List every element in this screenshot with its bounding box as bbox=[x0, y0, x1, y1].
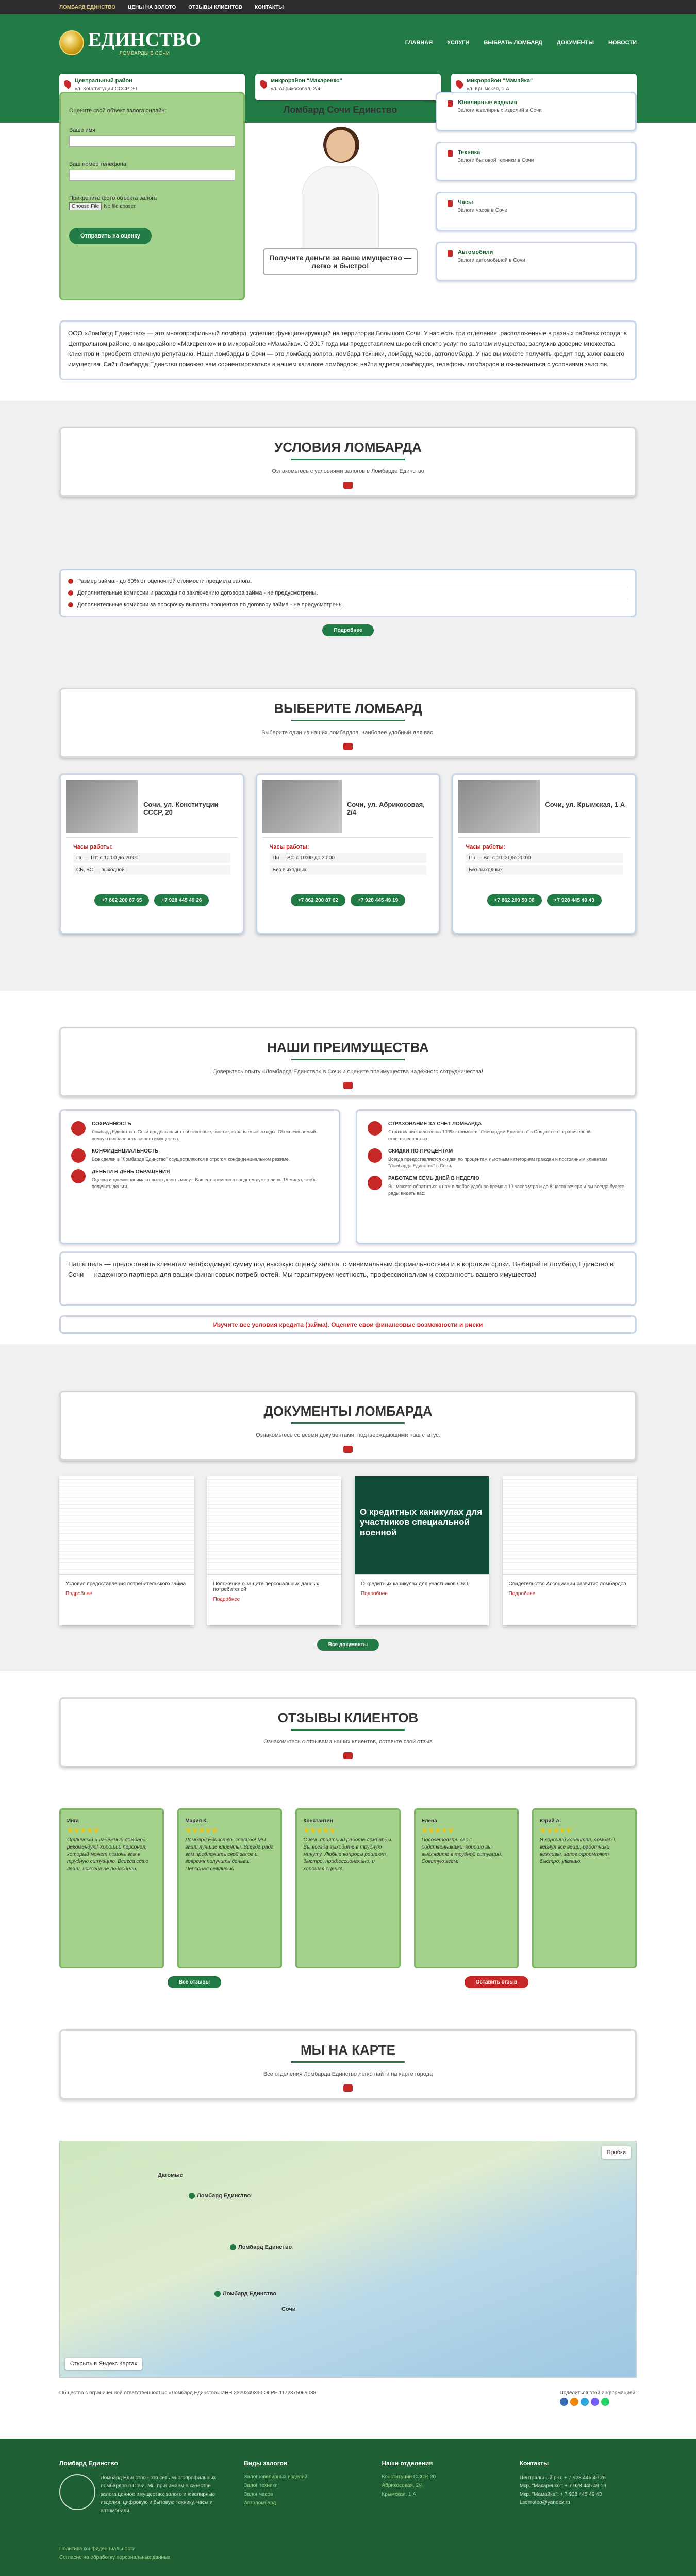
phone-button[interactable]: +7 928 445 49 19 bbox=[351, 894, 405, 906]
topbar-link-reviews[interactable]: ОТЗЫВЫ КЛИЕНТОВ bbox=[188, 4, 243, 10]
map-marker[interactable]: Ломбард Единство bbox=[189, 2193, 251, 2199]
category-text: Залоги ювелирных изделий в Сочи bbox=[458, 108, 542, 113]
section-subtitle: Ознакомьтесь со всеми документами, подтверждающими наш статус. bbox=[256, 1432, 440, 1438]
footer-about: Ломбард Единство - это сеть многопрофильных ломбардов в Сочи. Мы принимаем в качестве залога ценное имущество: золото и ювелирные изделия, цифровую и бытовую технику, часы и автомобили. bbox=[101, 2475, 216, 2514]
document-card[interactable]: Свидетельство Ассоциации развития ломбардов Подробнее bbox=[503, 1476, 637, 1625]
hero-center bbox=[255, 92, 425, 308]
choose-file-button[interactable]: Choose File bbox=[69, 202, 102, 210]
consent-link[interactable]: Согласие на обработку персональных данных bbox=[59, 2555, 171, 2561]
category-watches[interactable] bbox=[436, 192, 637, 231]
coin-icon bbox=[59, 30, 84, 55]
advantages-grid bbox=[59, 1109, 637, 1244]
rating-stars: ★★★★★ bbox=[539, 1826, 572, 1834]
document-preview bbox=[503, 1476, 637, 1575]
footer-link[interactable]: Конституции СССР, 20 bbox=[382, 2474, 436, 2480]
yandex-map[interactable] bbox=[59, 2141, 637, 2378]
document-link[interactable]: Подробнее bbox=[361, 1591, 388, 1597]
viber-icon[interactable] bbox=[591, 2398, 599, 2406]
document-preview bbox=[59, 1476, 194, 1575]
branch-list bbox=[59, 773, 637, 934]
bank-icon bbox=[343, 743, 353, 750]
branch-photo bbox=[66, 780, 138, 833]
advantages-header bbox=[59, 1027, 637, 1097]
form-title: Оцените свой объект залога онлайн: bbox=[69, 108, 167, 114]
phone-input[interactable] bbox=[69, 170, 235, 181]
list-item: Дополнительные комиссии и расходы по заключению договора займа - не предусмотрены. bbox=[68, 587, 628, 599]
nav-services[interactable]: УСЛУГИ bbox=[447, 40, 470, 46]
advantage-item: ДЕНЬГИ В ДЕНЬ ОБРАЩЕНИЯ Оценка и сделки занимают всего десять минут. Вашего времени в среднем нужно лишь 15 минут, чтобы получить деньги. bbox=[71, 1169, 328, 1190]
operator-illustration bbox=[296, 130, 384, 259]
company-seal bbox=[59, 2474, 95, 2510]
conditions-list bbox=[59, 569, 637, 617]
section-subtitle: Ознакомьтесь с отзывами наших клиентов, оставьте свой отзыв bbox=[263, 1739, 433, 1745]
branch-detail: Сочи, ул. Абрикосовая, 2/4 Часы работы: Пн — Вс: с 10:00 до 20:00 Без выходных +7 862 200 87 62 +7 928 445 49 19 bbox=[256, 773, 441, 934]
footer-contact[interactable]: Центральный р-н: + 7 928 445 49 26 bbox=[519, 2475, 606, 2481]
document-preview: О кредитных каникулах для участников специальной военной bbox=[355, 1476, 489, 1575]
hero-title: Ломбард Сочи Единство bbox=[255, 101, 425, 118]
logo-title: ЕДИНСТВО bbox=[88, 28, 201, 50]
section-title: ДОКУМЕНТЫ ЛОМБАРДА bbox=[263, 1403, 433, 1419]
section-subtitle: Ознакомьтесь с условиями залогов в Ломбарде Единство bbox=[272, 468, 424, 474]
laptop-icon bbox=[448, 150, 453, 157]
hours-title: Часы работы: bbox=[73, 844, 113, 850]
nav-news[interactable]: НОВОСТИ bbox=[608, 40, 637, 46]
check-icon bbox=[68, 602, 73, 607]
intro-text: ООО «Ломбард Единство» — это многопрофильный ломбард, успешно функционирующий на территории Большого Сочи. У нас есть три отделения, расположенные в разных районах города: в Центральном районе, в микрорайоне «Макаренко» и в микрорайоне «Мамайка». С 2017 года мы предоставляем широкий спектр услуг по залогам имущества, заслужив доверие множества клиентов и приобретя отличную репутацию. Наши ломбарды в Сочи — это ломбард золота, ломбард техники, ломбард часов, автоломбард. У нас вы можете получить кредит под залог вашего имущества. Сайт Ломбарда Единство поможет вам сориентироваться в нашем каталоге ломбардов: найти адреса ломбардов, телефоны ломбардов и ознакомиться с условиями залогов. bbox=[59, 320, 637, 380]
all-documents-button[interactable]: Все документы bbox=[317, 1639, 379, 1651]
umbrella-icon bbox=[368, 1121, 382, 1136]
footer-link[interactable]: Залог ювелирных изделий bbox=[244, 2474, 308, 2480]
conditions-more-button[interactable]: Подробнее bbox=[322, 624, 373, 636]
branch-address: ул. Конституции СССР, 20 bbox=[75, 86, 137, 92]
footer-link[interactable]: Автоломбард bbox=[244, 2500, 276, 2506]
footer-link[interactable]: Абрикосовая, 2/4 bbox=[382, 2483, 423, 2488]
footer-link[interactable]: Залог техники bbox=[244, 2483, 278, 2488]
map-pin-icon bbox=[343, 2084, 353, 2092]
phone-button[interactable]: +7 928 445 49 26 bbox=[154, 894, 209, 906]
branch-photo bbox=[262, 780, 342, 833]
advantages-left bbox=[59, 1109, 340, 1244]
nav-choose[interactable]: ВЫБРАТЬ ЛОМБАРД bbox=[484, 40, 542, 46]
telegram-icon[interactable] bbox=[581, 2398, 589, 2406]
footer-link[interactable]: Залог часов bbox=[244, 2492, 273, 2497]
nav-documents[interactable]: ДОКУМЕНТЫ bbox=[556, 40, 594, 46]
money-icon bbox=[71, 1169, 86, 1183]
vk-icon[interactable] bbox=[560, 2398, 568, 2406]
category-tech[interactable] bbox=[436, 142, 637, 181]
map-header bbox=[59, 2029, 637, 2099]
branch-address: Сочи, ул. Крымская, 1 А bbox=[545, 801, 625, 808]
category-text: Залоги бытовой техники в Сочи bbox=[458, 158, 534, 163]
logo[interactable] bbox=[59, 30, 201, 56]
submit-button[interactable]: Отправить на оценку bbox=[69, 228, 152, 244]
document-preview bbox=[207, 1476, 342, 1575]
legal-text: Общество с ограниченной ответственностью «Ломбард Единство» ИНН 2320249390 ОГРН 1172375069038 bbox=[59, 2390, 317, 2396]
all-reviews-button[interactable]: Все отзывы bbox=[168, 1976, 221, 1988]
category-cars[interactable] bbox=[436, 242, 637, 281]
check-icon bbox=[68, 590, 73, 596]
topbar-link-gold[interactable]: ЦЕНЫ НА ЗОЛОТО bbox=[128, 4, 176, 10]
ring-icon bbox=[448, 100, 453, 107]
rating-stars: ★★★★★ bbox=[67, 1826, 100, 1834]
branch-address: ул. Абрикосовая, 2/4 bbox=[271, 86, 321, 92]
legal-row bbox=[59, 2378, 637, 2418]
photo-label: Прикрепите фото объекта залога bbox=[69, 195, 157, 201]
advantages-section bbox=[0, 991, 696, 1344]
branch-photo bbox=[458, 780, 540, 833]
share-buttons bbox=[560, 2398, 637, 2406]
risk-warning: Изучите все условия кредита (займа). Оцените свои финансовые возможности и риски bbox=[59, 1315, 637, 1334]
check-icon bbox=[68, 579, 73, 584]
header bbox=[0, 14, 696, 71]
category-text: Залоги автомобилей в Сочи bbox=[458, 258, 525, 263]
advantage-item: КОНФИДЕНЦИАЛЬНОСТЬ Все сделки в "Ломбарде Единство" осуществляются в строгом конфиденциальном режиме. bbox=[71, 1148, 328, 1163]
main-nav bbox=[405, 40, 637, 46]
section-title: ОТЗЫВЫ КЛИЕНТОВ bbox=[277, 1710, 419, 1725]
review-card: Инга ★★★★★ Отличный и надёжный ломбард, рекомендую! Хороший персонал, который может помочь вам в трудную ситуацию. Всегда сдаю вещи, никогда не подводили. bbox=[59, 1808, 164, 1968]
watch-icon bbox=[448, 200, 453, 207]
reviews-section bbox=[0, 1671, 696, 1998]
map-city-label: Дагомыс bbox=[158, 2172, 183, 2178]
advantages-right bbox=[356, 1109, 637, 1244]
document-card[interactable]: Положение о защите персональных данных потребителей Подробнее bbox=[207, 1476, 342, 1625]
footer bbox=[0, 2439, 696, 2576]
phone-button[interactable]: +7 928 445 49 43 bbox=[547, 894, 602, 906]
section-subtitle: Все отделения Ломбарда Единство легко найти на карте города bbox=[263, 2071, 433, 2077]
evaluation-form bbox=[59, 92, 245, 300]
chat-icon bbox=[343, 1752, 353, 1759]
footer-title: Ломбард Единство bbox=[59, 2460, 118, 2467]
advantage-item: СКИДКИ ПО ПРОЦЕНТАМ Всегда предоставляется скидки по процентам льготным категориям граждан и постоянным клиентам "Ломбарда Единство" в Сочи. bbox=[368, 1148, 625, 1170]
advantages-paragraph: Наша цель — предоставить клиентам необходимую сумму под высокую оценку залога, с минимальным формальностями и в короткие сроки. Выбирайте Ломбард Единство в Сочи — надежного партнера для ваших финансовых потребностей. Мы гарантируем честность, профессионализм и сохранность вашего имущества! bbox=[59, 1251, 637, 1306]
rating-stars: ★★★★★ bbox=[185, 1826, 218, 1834]
privacy-link[interactable]: Политика конфиденциальности bbox=[59, 2546, 136, 2552]
advantage-item: РАБОТАЕМ СЕМЬ ДНЕЙ В НЕДЕЛЮ Вы можете обратиться к нам в любое удобное время с 10 часов утра и до 8 часов вечера и вы всегда будете рады видеть вас. bbox=[368, 1176, 625, 1197]
top-bar bbox=[0, 0, 696, 14]
reviews-header bbox=[59, 1697, 637, 1767]
branch-name: микрорайон "Мамайка" bbox=[467, 78, 533, 84]
footer-contact[interactable]: Мкр. "Мамайка": + 7 928 445 49 43 bbox=[519, 2492, 602, 2497]
document-link[interactable]: Подробнее bbox=[65, 1591, 92, 1597]
map-section bbox=[0, 1998, 696, 2439]
section-title: МЫ НА КАРТЕ bbox=[301, 2042, 395, 2058]
documents-section bbox=[0, 1344, 696, 1671]
phone-label: Ваш номер телефона bbox=[69, 161, 126, 167]
topbar-link-contacts[interactable]: КОНТАКТЫ bbox=[255, 4, 284, 10]
document-card[interactable]: Условия предоставления потребительского займа Подробнее bbox=[59, 1476, 194, 1625]
map-pin-icon bbox=[454, 79, 465, 89]
hero-caption: Получите деньги за ваше имущество — легко и быстро! bbox=[263, 248, 418, 275]
documents-list bbox=[59, 1476, 637, 1625]
name-input[interactable] bbox=[69, 135, 235, 147]
footer-contact[interactable]: Мкр. "Макаренко": + 7 928 445 49 19 bbox=[519, 2483, 606, 2489]
footer-link[interactable]: Крымская, 1 А bbox=[382, 2492, 417, 2497]
review-card: Юрий А. ★★★★★ Я хороший клиентов, ломбард, вернул все вещи, работники вежливы, залог оформляют быстро, уважаю. bbox=[532, 1808, 637, 1968]
review-card: Мария К. ★★★★★ Ломбард Единство, спасибо! Мы ваши лучшие клиенты. Всегда рада вам предложить свой залог и вовремя получить деньги. Персонал вежливый. bbox=[177, 1808, 282, 1968]
list-item: Дополнительные комиссии за просрочку выплаты процентов по договору займа - не предусмотрены. bbox=[68, 599, 628, 611]
category-title: Автомобили bbox=[458, 249, 493, 256]
hero bbox=[0, 92, 696, 308]
traffic-button[interactable]: Пробки bbox=[602, 2146, 631, 2159]
category-title: Техника bbox=[458, 149, 480, 156]
leave-review-button[interactable]: Оставить отзыв bbox=[465, 1976, 528, 1988]
car-icon bbox=[448, 250, 453, 257]
percent-icon bbox=[368, 1148, 382, 1163]
map-pin-icon bbox=[62, 79, 73, 89]
map-marker[interactable]: Ломбард Единство bbox=[214, 2291, 276, 2297]
open-in-yandex-link[interactable]: Открыть в Яндекс Картах bbox=[65, 2358, 142, 2370]
category-title: Ювелирные изделия bbox=[458, 99, 518, 106]
logo-subtitle: ЛОМБАРДЫ В СОЧИ bbox=[119, 50, 170, 56]
calendar-icon bbox=[368, 1176, 382, 1190]
section-title: ВЫБЕРИТЕ ЛОМБАРД bbox=[274, 701, 422, 716]
ok-icon[interactable] bbox=[570, 2398, 578, 2406]
footer-title: Контакты bbox=[519, 2460, 549, 2467]
branch-address: Сочи, ул. Абрикосовая, 2/4 bbox=[346, 801, 425, 816]
list-item: Размер займа - до 80% от оценочной стоимости предмета залога. bbox=[68, 575, 628, 587]
hours-title: Часы работы: bbox=[269, 844, 309, 850]
handshake-icon bbox=[343, 482, 353, 489]
map-pin-icon bbox=[258, 79, 269, 89]
category-text: Залоги часов в Сочи bbox=[458, 208, 508, 213]
category-title: Часы bbox=[458, 199, 473, 206]
document-link[interactable]: Подробнее bbox=[213, 1597, 240, 1602]
phone-button[interactable]: +7 862 200 50 08 bbox=[487, 894, 542, 906]
reviews-list bbox=[59, 1808, 637, 1968]
conditions-header bbox=[59, 427, 637, 497]
shield-icon bbox=[71, 1148, 86, 1163]
taurus-icon bbox=[343, 1082, 353, 1089]
share-label: Поделиться этой информацией: bbox=[559, 2390, 637, 2396]
rating-stars: ★★★★★ bbox=[303, 1826, 336, 1834]
documents-header bbox=[59, 1391, 637, 1461]
footer-title: Наши отделения bbox=[382, 2460, 433, 2467]
name-label: Ваше имя bbox=[69, 127, 96, 133]
lock-icon bbox=[71, 1121, 86, 1136]
document-icon bbox=[343, 1446, 353, 1453]
choose-section bbox=[0, 657, 696, 991]
map-marker[interactable]: Ломбард Единство bbox=[230, 2244, 292, 2250]
rating-stars: ★★★★★ bbox=[421, 1826, 454, 1834]
document-link[interactable]: Подробнее bbox=[508, 1591, 536, 1597]
phone-button[interactable]: +7 862 200 87 62 bbox=[291, 894, 345, 906]
branch-detail: Сочи, ул. Крымская, 1 А Часы работы: Пн — Вс: с 10:00 до 20:00 Без выходных +7 862 200 50 08 +7 928 445 49 43 bbox=[452, 773, 637, 934]
section-title: УСЛОВИЯ ЛОМБАРДА bbox=[274, 439, 422, 455]
choose-header bbox=[59, 688, 637, 758]
branch-detail: Сочи, ул. Конституции СССР, 20 Часы работы: Пн — Пт: с 10:00 до 20:00 СБ, ВС — выходной +7 862 200 87 65 +7 928 445 49 26 bbox=[59, 773, 244, 934]
footer-email[interactable]: Lsdmoteo@yandex.ru bbox=[519, 2500, 570, 2505]
conditions-section bbox=[0, 401, 696, 657]
topbar-link-home[interactable]: ЛОМБАРД ЕДИНСТВО bbox=[59, 4, 116, 10]
branch-name: Центральный район bbox=[75, 78, 132, 84]
file-picker bbox=[69, 204, 235, 209]
file-status: No file chosen bbox=[104, 204, 137, 209]
phone-button[interactable]: +7 862 200 87 65 bbox=[94, 894, 149, 906]
map-city-label: Сочи bbox=[281, 2306, 296, 2312]
section-title: НАШИ ПРЕИМУЩЕСТВА bbox=[267, 1040, 429, 1055]
branch-name: микрорайон "Макаренко" bbox=[271, 78, 342, 84]
review-card: Елена ★★★★★ Посоветовать вас с родственниками, хорошо вы выглядите в трудной ситуации. Советую всем! bbox=[414, 1808, 519, 1968]
review-card: Константин ★★★★★ Очень приятный работе ломбарды. Вы всегда выходите в трудную минуту. Любые вопросы решают быстро, профессионально, и хорошая оценка. bbox=[295, 1808, 400, 1968]
category-list bbox=[436, 92, 637, 308]
nav-home[interactable]: ГЛАВНАЯ bbox=[405, 40, 433, 46]
hours-title: Часы работы: bbox=[466, 844, 506, 850]
branch-address: Сочи, ул. Конституции СССР, 20 bbox=[143, 801, 219, 816]
section-subtitle: Доверьтесь опыту «Ломбарда Единство» в Сочи и оцените преимущества надёжного сотрудничества! bbox=[213, 1069, 483, 1075]
footer-title: Виды залогов bbox=[244, 2460, 288, 2467]
advantage-item: СТРАХОВАНИЕ ЗА СЧЕТ ЛОМБАРДА Страхование залогов на 100% стоимости "Ломбардом Единство" в Обществе с ограниченной ответственностью. bbox=[368, 1121, 625, 1142]
advantage-item: СОХРАННОСТЬ Ломбард Единство в Сочи предоставляет собственные, чистые, охраняемые склады. Обеспечиваемый полную сохранность вашего имущества. bbox=[71, 1121, 328, 1142]
section-subtitle: Выберите один из наших ломбардов, наиболее удобный для вас. bbox=[261, 730, 435, 736]
category-jewelry[interactable] bbox=[436, 92, 637, 131]
branch-address: ул. Крымская, 1 А bbox=[467, 86, 509, 92]
whatsapp-icon[interactable] bbox=[601, 2398, 609, 2406]
document-card[interactable]: О кредитных каникулах для участников специальной военной О кредитных каникулах для участников СВО Подробнее bbox=[355, 1476, 489, 1625]
